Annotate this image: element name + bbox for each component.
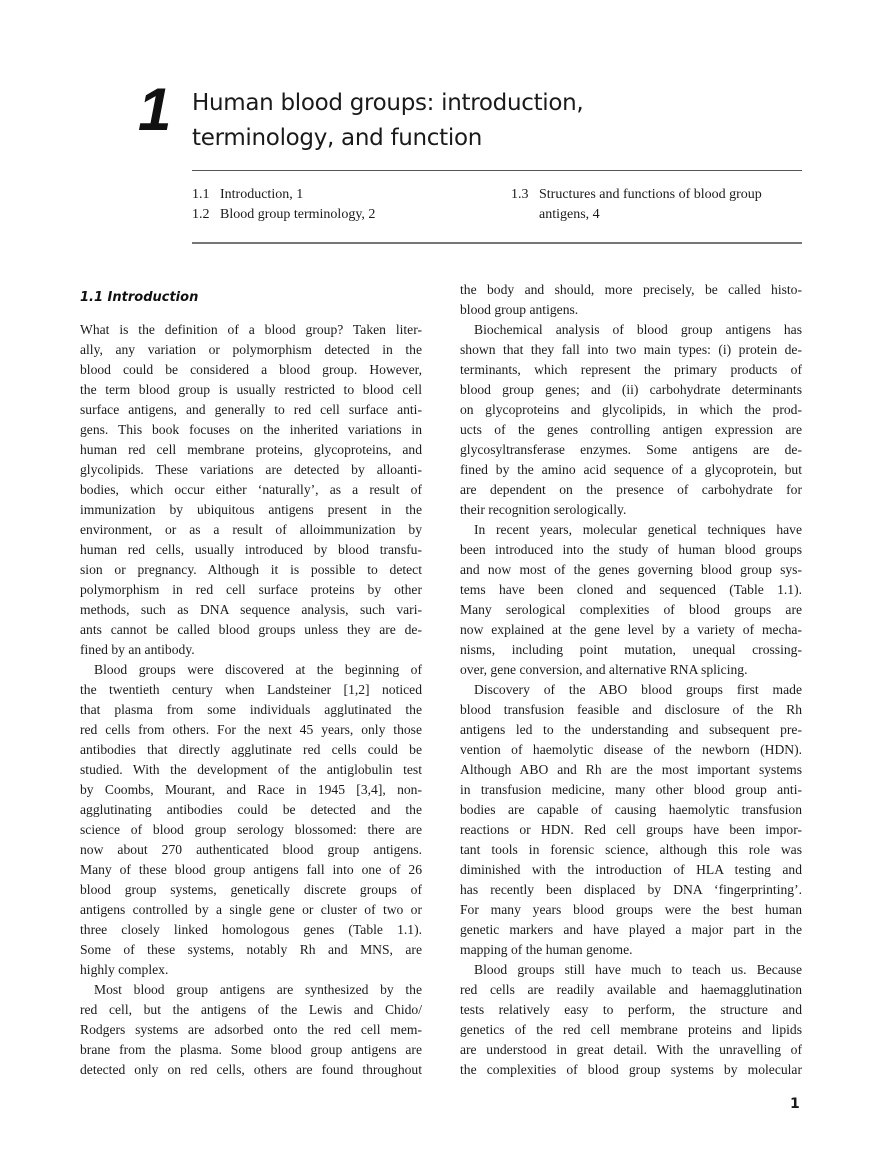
text-line: antigens controlled by a single gene or cluster of two or: [80, 902, 422, 917]
page-number: 1: [790, 1096, 800, 1112]
text-line: science of blood group serology blossomed: there are: [80, 822, 422, 837]
toc-number: 1.1: [192, 187, 210, 202]
paragraph: [460, 680, 802, 960]
text-line: Blood groups were discovered at the beginning of: [94, 662, 422, 677]
toc-item-1-3-continued[interactable]: antigens, 4: [539, 207, 600, 222]
text-line: genetic markers and have played a major part in the: [460, 922, 802, 937]
paragraph: [460, 280, 802, 320]
text-line: Discovery of the ABO blood groups first made: [474, 682, 802, 697]
text-line: blood group antigens.: [460, 302, 579, 317]
text-line: the term blood group is usually restricted to blood cell: [80, 382, 422, 397]
text-line: tant tools in forensic science, although this role was: [460, 842, 802, 857]
text-line: been introduced into the study of human blood groups: [460, 542, 802, 557]
text-line: are understood in great detail. With the unravelling of: [460, 1042, 802, 1057]
paragraph: [460, 960, 802, 1080]
text-line: the complexities of blood group systems by molecular: [460, 1062, 802, 1077]
text-line: glycosyltransferase enzymes. Some antigens are de-: [460, 442, 802, 457]
text-line: For many years blood groups were the best human: [460, 902, 802, 917]
text-line: red cell, but the antigens of the Lewis and Chido/: [80, 1002, 422, 1017]
section-heading: 1.1 Introduction: [80, 290, 199, 305]
text-line: genetics of the red cell membrane proteins and lipids: [460, 1022, 802, 1037]
text-line: their recognition serologically.: [460, 502, 627, 517]
text-line: on glycoproteins and glycolipids, in which the prod-: [460, 402, 802, 417]
text-line: fined by an antibody.: [80, 642, 195, 657]
paragraph: [80, 660, 422, 980]
text-line: fined by the amino acid sequence of a glycoprotein, but: [460, 462, 802, 477]
text-line: antigens led to the understanding and subsequent pre-: [460, 722, 802, 737]
text-line: sion or pregnancy. Although it is possible to detect: [80, 562, 422, 577]
text-line: ally, any variation or polymorphism detected in the: [80, 342, 422, 357]
text-line: terminants, which represent the primary products of: [460, 362, 802, 377]
paragraph: [460, 320, 802, 520]
text-line: over, gene conversion, and alternative RNA splicing.: [460, 662, 748, 677]
toc-item-1-1[interactable]: [192, 185, 375, 205]
right-column: [460, 280, 802, 1080]
text-line: polymorphism in red cell surface proteins by other: [80, 582, 422, 597]
text-line: What is the definition of a blood group? Taken liter-: [80, 322, 422, 337]
text-line: shown that they fall into two main types: (i) protein de-: [460, 342, 802, 357]
text-line: blood could be considered a blood group. However,: [80, 362, 422, 377]
chapter-title-line: Human blood groups: introduction,: [192, 90, 584, 116]
text-line: human red cells, usually introduced by blood transfu-: [80, 542, 422, 557]
text-line: Biochemical analysis of blood group antigens has: [474, 322, 802, 337]
text-line: red cells from others. For the next 45 years, only those: [80, 722, 422, 737]
text-line: nisms, including point mutation, unequal crossing-: [460, 642, 802, 657]
divider-top: [192, 170, 802, 171]
text-line: brane from the plasma. Some blood group antigens are: [80, 1042, 422, 1057]
text-line: now about 270 authenticated blood group antigens.: [80, 842, 422, 857]
chapter-number: 1: [138, 76, 172, 143]
text-line: bodies, which occur either ‘naturally’, as a result of: [80, 482, 422, 497]
text-line: Blood groups still have much to teach us. Because: [474, 962, 802, 977]
toc-item-1-3[interactable]: [511, 185, 762, 205]
text-line: reactions or HDN. Red cell groups have been impor-: [460, 822, 802, 837]
text-line: now explained at the gene level by a variety of mecha-: [460, 622, 802, 637]
chapter-title-line: terminology, and function: [192, 125, 482, 151]
text-line: tems have been cloned and sequenced (Table 1.1).: [460, 582, 802, 597]
left-column: [80, 320, 422, 1080]
text-line: Many of these blood group antigens fall into one of 26: [80, 862, 422, 877]
text-line: immunization by ubiquitous antigens present in the: [80, 502, 422, 517]
text-line: bodies are capable of causing haemolytic transfusion: [460, 802, 802, 817]
toc-number: 1.3: [511, 187, 529, 202]
text-line: in transfusion medicine, many other blood group anti-: [460, 782, 802, 797]
text-line: agglutinating antibodies could be detected and the: [80, 802, 422, 817]
text-line: the twentieth century when Landsteiner [1,2] noticed: [80, 682, 422, 697]
text-line: red cells are readily available and haemagglutination: [460, 982, 802, 997]
toc-item-1-2[interactable]: [192, 205, 375, 225]
text-line: three closely linked homologous genes (Table 1.1).: [80, 922, 422, 937]
divider-bottom: [192, 242, 802, 244]
text-line: by Coombs, Mourant, and Race in 1945 [3,4], non-: [80, 782, 422, 797]
text-line: In recent years, molecular genetical techniques have: [474, 522, 802, 537]
toc-left: [192, 185, 375, 225]
toc-label: Blood group terminology, 2: [220, 207, 376, 222]
text-line: gens. This book focuses on the inherited variations in: [80, 422, 422, 437]
text-line: glycolipids. These variations are detected by alloanti-: [80, 462, 422, 477]
text-line: Many serological complexities of blood groups are: [460, 602, 802, 617]
text-line: vention of haemolytic disease of the newborn (HDN).: [460, 742, 802, 757]
text-line: environment, or as a result of alloimmunization by: [80, 522, 422, 537]
text-line: mapping of the human genome.: [460, 942, 633, 957]
toc-number: 1.2: [192, 207, 210, 222]
text-line: and now most of the genes governing blood group sys-: [460, 562, 802, 577]
text-line: blood transfusion feasible and disclosure of the Rh: [460, 702, 802, 717]
toc-label: Structures and functions of blood group: [539, 187, 762, 202]
text-line: human red cell membrane proteins, glycoproteins, and: [80, 442, 422, 457]
text-line: blood group genes; and (ii) carbohydrate determinants: [460, 382, 802, 397]
toc-right: [511, 185, 762, 225]
text-line: ants cannot be called blood groups unless they are de-: [80, 622, 422, 637]
text-line: surface antigens, and generally to red cell surface anti-: [80, 402, 422, 417]
text-line: the body and should, more precisely, be called histo-: [460, 282, 802, 297]
text-line: diminished with the introduction of HLA testing and: [460, 862, 802, 877]
chapter-title: [192, 86, 583, 156]
text-line: are dependent on the presence of carbohydrate for: [460, 482, 802, 497]
text-line: Rodgers systems are adsorbed onto the red cell mem-: [80, 1022, 422, 1037]
text-line: methods, such as DNA sequence analysis, such vari-: [80, 602, 422, 617]
text-line: antibodies that directly agglutinate red cells could be: [80, 742, 422, 757]
text-line: ucts of the genes controlling antigen expression are: [460, 422, 802, 437]
text-line: tests relatively easy to perform, the structure and: [460, 1002, 802, 1017]
text-line: blood group systems, genetically discrete groups of: [80, 882, 422, 897]
text-line: Most blood group antigens are synthesized by the: [94, 982, 422, 997]
toc-label: Introduction, 1: [220, 187, 304, 202]
text-line: detected only on red cells, others are found throughout: [80, 1062, 422, 1077]
paragraph: [80, 980, 422, 1080]
paragraph: [460, 520, 802, 680]
text-line: has recently been displaced by DNA ‘fingerprinting’.: [460, 882, 802, 897]
text-line: Some of these systems, notably Rh and MNS, are: [80, 942, 422, 957]
text-line: studied. With the development of the antiglobulin test: [80, 762, 422, 777]
text-line: Although ABO and Rh are the most important systems: [460, 762, 802, 777]
paragraph: [80, 320, 422, 660]
text-line: highly complex.: [80, 962, 169, 977]
text-line: that plasma from some individuals agglutinated the: [80, 702, 422, 717]
